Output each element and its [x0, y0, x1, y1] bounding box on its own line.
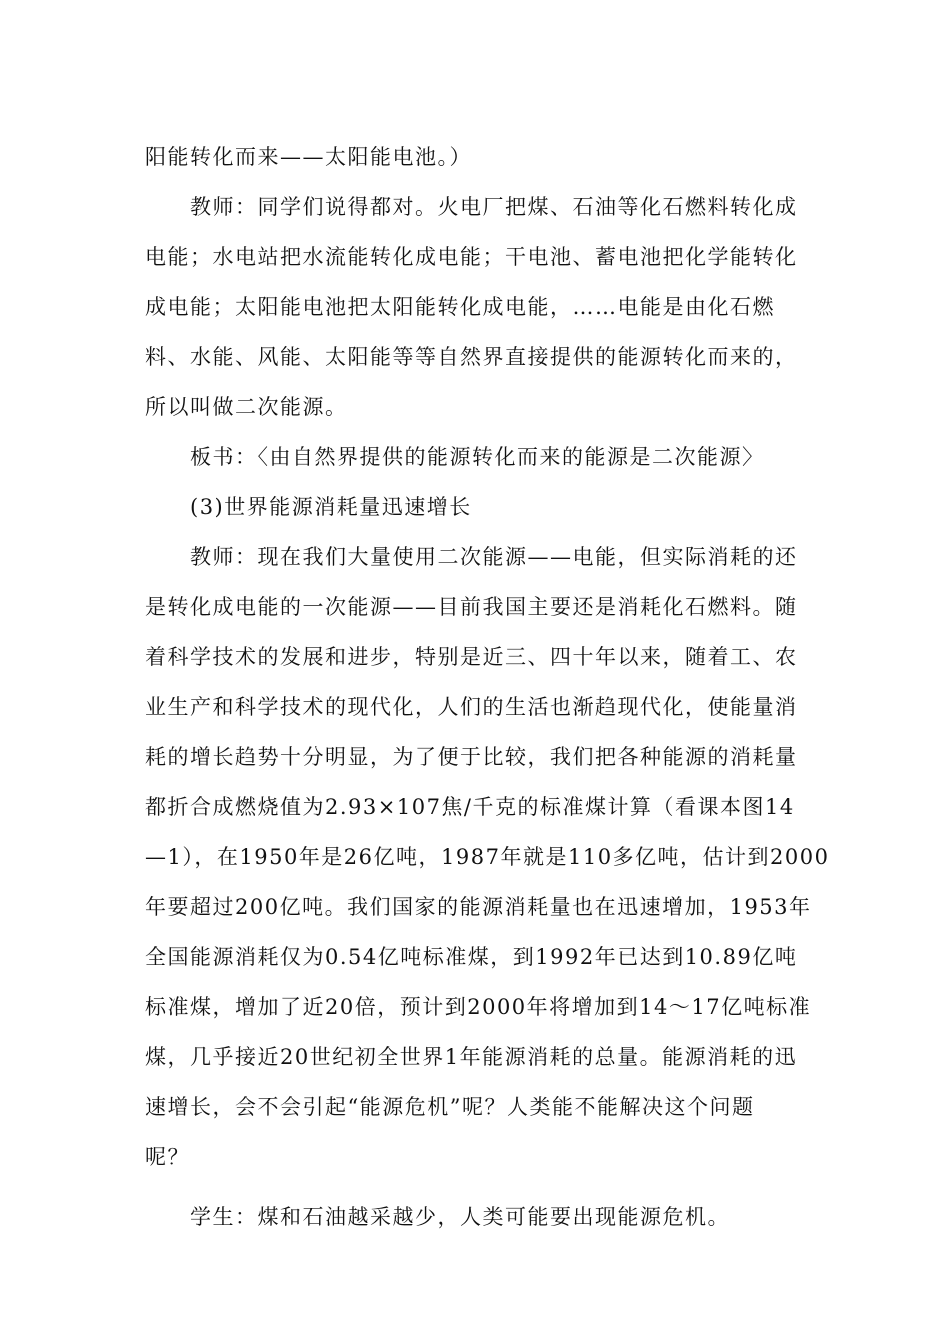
text-line: 呢？	[145, 1145, 190, 1169]
text-line: 所以叫做二次能源。	[145, 395, 348, 419]
text-line: 标准煤，增加了近20倍，预计到2000年将增加到14～17亿吨标准	[145, 995, 812, 1019]
text-line: —1），在1950年是26亿吨，1987年就是110多亿吨，估计到2000	[145, 845, 830, 869]
text-line: 煤，几乎接近20世纪初全世界1年能源消耗的总量。能源消耗的迅	[145, 1045, 798, 1069]
text-line: 是转化成电能的一次能源——目前我国主要还是消耗化石燃料。随	[145, 595, 798, 619]
blank-line	[145, 1182, 807, 1192]
text-line: 年要超过200亿吨。我们国家的能源消耗量也在迅速增加，1953年	[145, 895, 812, 919]
text-line: 板书：〈由自然界提供的能源转化而来的能源是二次能源〉	[190, 445, 765, 469]
text-line: 阳能转化而来——太阳能电池。）	[145, 145, 472, 169]
text-line: 耗的增长趋势十分明显，为了便于比较，我们把各种能源的消耗量	[145, 745, 798, 769]
text-line: 成电能；太阳能电池把太阳能转化成电能，……电能是由化石燃	[145, 295, 775, 319]
section-heading: (3)世界能源消耗量迅速增长	[190, 495, 472, 519]
text-line: 着科学技术的发展和进步，特别是近三、四十年以来，随着工、农	[145, 645, 798, 669]
text-line: 教师：现在我们大量使用二次能源——电能，但实际消耗的还	[190, 545, 798, 569]
text-line: 全国能源消耗仅为0.54亿吨标准煤，到1992年已达到10.89亿吨	[145, 945, 798, 969]
text-line: 电能；水电站把水流能转化成电能；干电池、蓄电池把化学能转化	[145, 245, 798, 269]
text-line: 业生产和科学技术的现代化，人们的生活也渐趋现代化，使能量消	[145, 695, 798, 719]
text-line: 速增长，会不会引起“能源危机”呢？人类能不能解决这个问题	[145, 1095, 755, 1119]
text-line: 料、水能、风能、太阳能等等自然界直接提供的能源转化而来的，	[145, 345, 798, 369]
text-line: 都折合成燃烧值为2.93×107焦/千克的标准煤计算（看课本图14	[145, 795, 795, 819]
text-line: 教师：同学们说得都对。火电厂把煤、石油等化石燃料转化成	[190, 195, 798, 219]
document-body	[145, 132, 830, 1242]
text-line: 学生：煤和石油越采越少，人类可能要出现能源危机。	[190, 1205, 730, 1229]
